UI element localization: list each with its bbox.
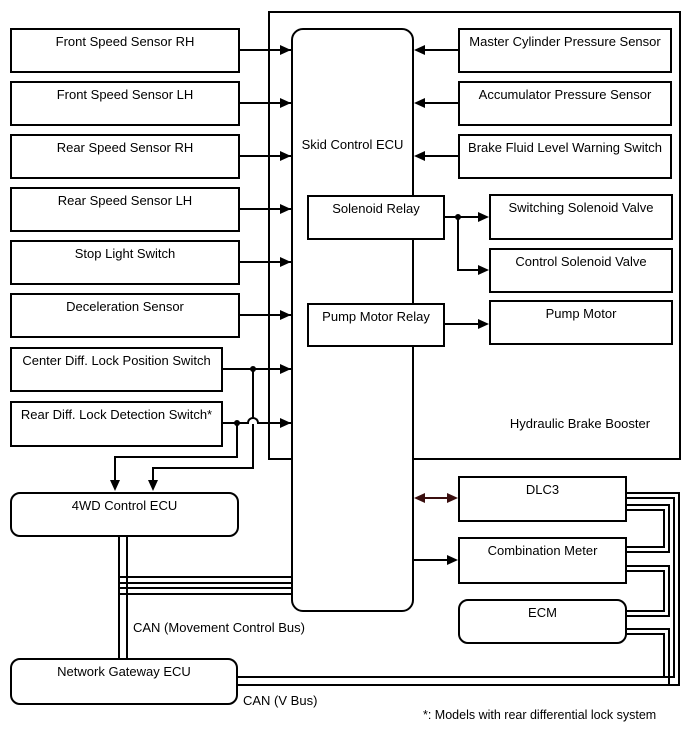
box-control-solenoid-valve: [489, 248, 673, 293]
arrow-into-ecu-icon: [280, 418, 291, 428]
can-loop-ecm-vbus-inner: [627, 633, 665, 678]
arrow-into-ecu-icon: [280, 364, 291, 374]
footnote: *: Models with rear differential lock system: [423, 708, 657, 722]
label: Brake Fluid Level Warning Switch: [468, 140, 662, 155]
junction-dot: [455, 214, 461, 220]
arrow-into-ecu-icon: [280, 98, 291, 108]
flow-line: [444, 323, 482, 325]
label: Accumulator Pressure Sensor: [478, 87, 652, 102]
flow-line: [420, 49, 458, 51]
box-network-gateway-ecu: [10, 658, 238, 705]
box-pump-motor-relay: [307, 303, 445, 347]
skid-control-ecu-label: Skid Control ECU: [301, 137, 404, 152]
box-solenoid-relay: [307, 195, 445, 240]
box-combination-meter: [458, 537, 627, 584]
box-center-diff-lock-position-switch: [10, 347, 223, 392]
label: 4WD Control ECU: [71, 498, 178, 513]
label: Front Speed Sensor LH: [56, 87, 194, 102]
flow-line: [444, 216, 482, 218]
flow-line: [152, 467, 154, 481]
box-deceleration-sensor: [10, 293, 240, 338]
can-movement-bus-label: CAN (Movement Control Bus): [133, 620, 305, 635]
label: Rear Speed Sensor RH: [56, 140, 194, 155]
box-brake-fluid-level-warning-switch: [458, 134, 672, 179]
label: Combination Meter: [487, 543, 598, 558]
arrow-into-4wd-ecu-icon: [110, 480, 120, 491]
flow-line: [414, 559, 448, 561]
can-v-bus-horizontal: [238, 676, 627, 686]
box-accumulator-pressure-sensor: [458, 81, 672, 126]
can-movement-bus-vertical: [118, 537, 128, 658]
label: Network Gateway ECU: [57, 664, 191, 679]
box-front-speed-sensor-rh: [10, 28, 240, 73]
box-dlc3: [458, 476, 627, 522]
box-master-cylinder-pressure-sensor: [458, 28, 672, 73]
junction-dot: [234, 420, 240, 426]
label: Stop Light Switch: [74, 246, 176, 261]
flow-line: [457, 217, 459, 270]
box-rear-diff-lock-detection-switch: [10, 401, 223, 447]
arrow-into-ecu-icon: [280, 45, 291, 55]
flow-line: [236, 423, 238, 457]
flow-line: [114, 456, 116, 481]
box-rear-speed-sensor-lh: [10, 187, 240, 232]
box-stop-light-switch: [10, 240, 240, 285]
can-loop-combination-meter-ecm-inner: [627, 570, 665, 612]
can-movement-bus-branch: [120, 587, 291, 595]
arrow-into-4wd-ecu-icon: [148, 480, 158, 491]
junction-dot: [250, 366, 256, 372]
arrow-into-ecu-icon: [414, 151, 425, 161]
label: ECM: [528, 605, 557, 620]
box-switching-solenoid-valve: [489, 194, 673, 240]
box-pump-motor: [489, 300, 673, 345]
arrow-into-combination-meter-icon: [447, 555, 458, 565]
label: Solenoid Relay: [332, 201, 420, 216]
label: Deceleration Sensor: [66, 299, 184, 314]
flow-line: [420, 102, 458, 104]
label: Rear Diff. Lock Detection Switch*: [20, 407, 213, 422]
can-loop-dlc3-combination-meter-inner: [627, 509, 665, 548]
arrow-into-ecu-icon: [414, 98, 425, 108]
label: DLC3: [525, 482, 560, 497]
arrow-into-ecu-icon: [280, 151, 291, 161]
arrow-to-dlc3-icon: [447, 493, 458, 503]
label: Pump Motor: [545, 306, 617, 321]
box-4wd-control-ecu: [10, 492, 239, 537]
box-ecm: [458, 599, 627, 644]
arrow-to-ecu-icon: [414, 493, 425, 503]
label: Front Speed Sensor RH: [55, 34, 195, 49]
arrow-into-ecu-icon: [414, 45, 425, 55]
box-rear-speed-sensor-rh: [10, 134, 240, 179]
arrow-into-control-valve-icon: [478, 265, 489, 275]
arrow-into-ecu-icon: [280, 204, 291, 214]
label: Rear Speed Sensor LH: [57, 193, 193, 208]
arrow-into-pump-motor-icon: [478, 319, 489, 329]
arrow-into-ecu-icon: [280, 310, 291, 320]
can-v-bus-label: CAN (V Bus): [243, 693, 318, 708]
flow-line: [152, 467, 254, 469]
arrow-into-switching-valve-icon: [478, 212, 489, 222]
arrow-into-ecu-icon: [280, 257, 291, 267]
label: Switching Solenoid Valve: [508, 200, 654, 215]
wire-hop: [247, 417, 259, 424]
flow-line: [114, 456, 238, 458]
label: Pump Motor Relay: [322, 309, 430, 324]
box-front-speed-sensor-lh: [10, 81, 240, 126]
hydraulic-brake-booster-label: Hydraulic Brake Booster: [509, 416, 651, 431]
label: Center Diff. Lock Position Switch: [22, 353, 211, 368]
label: Control Solenoid Valve: [515, 254, 647, 269]
label: Master Cylinder Pressure Sensor: [469, 34, 661, 49]
flow-line: [420, 155, 458, 157]
can-movement-bus-branch: [120, 576, 291, 584]
